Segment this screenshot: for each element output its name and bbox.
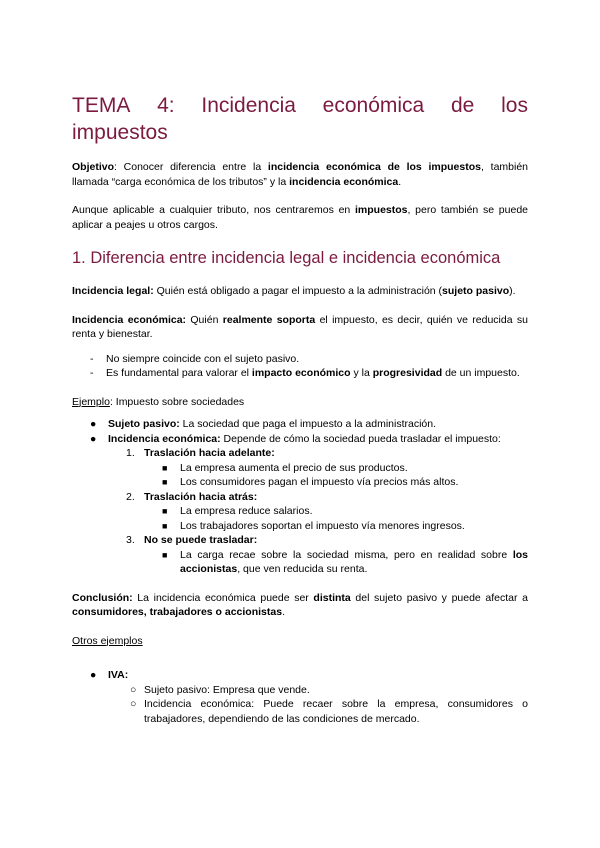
disc-bullet-icon: ●	[90, 432, 97, 445]
list-item: ○ Incidencia económica: Puede recaer sobre la empresa, consumidores o trabajadores, dependiendo de las condiciones de mercado.	[130, 698, 528, 725]
list-item: ■ Los consumidores pagan el impuesto vía precios más altos.	[162, 476, 459, 488]
sub-list	[108, 683, 528, 727]
disc-bullet-icon: ●	[90, 669, 97, 681]
otros-bullet-list	[72, 668, 528, 726]
square-bullet-icon: ■	[162, 477, 168, 487]
list-item: 2. Traslación hacia atrás: ■ La empresa reduce salarios. ■ Los trabajadores soportan el impuesto vía menores ingresos.	[72, 490, 528, 534]
document-page	[72, 92, 528, 740]
square-bullet-icon: ■	[162, 462, 168, 473]
incidencia-legal-paragraph: Incidencia legal: Quién está obligado a pagar el impuesto a la administración (sujeto pasivo).	[72, 285, 516, 297]
sub-list	[144, 548, 528, 577]
square-bullet-icon: ■	[162, 520, 168, 531]
sub-list	[144, 461, 528, 490]
circle-bullet-icon: ○	[130, 698, 137, 710]
list-item: - Es fundamental para valorar el impacto económico y la progresividad de un impuesto.	[72, 366, 528, 381]
list-item: ■ Los trabajadores soportan el impuesto vía menores ingresos.	[162, 519, 465, 532]
aunque-paragraph: Aunque aplicable a cualquier tributo, nos centraremos en impuestos, pero también se puede aplicar a peajes u otros cargos.	[72, 204, 529, 231]
sub-list	[144, 504, 528, 533]
page-title	[72, 92, 528, 146]
list-item: 3. No se puede trasladar: ■ La carga recae sobre la sociedad misma, pero en realidad sobre los accionistas, que ven reducida su renta.	[126, 534, 528, 575]
list-item: ■ La empresa reduce salarios.	[162, 505, 313, 517]
title-line-1: TEMA 4: Incidencia económica de los	[72, 94, 528, 117]
ejemplo-line: Ejemplo: Impuesto sobre sociedades	[72, 395, 245, 408]
list-item: ● Incidencia económica: Depende de cómo la sociedad pueda trasladar el impuesto: 1. Traslación hacia adelante: ■ La empresa aumenta el precio de sus productos. ■ Los consumidores pagan el impuesto vía precios más altos. 2. Traslación hacia atrás: ■ La empresa reduce salarios. ■ Los trabajadores soportan el impuesto vía menores ingresos. 3. No se puede trasladar: ■ La carga recae sobre la sociedad misma, pero en realidad sobre los accionistas, que ven reducida su renta.	[72, 432, 528, 577]
list-item: ● IVA: ○ Sujeto pasivo: Empresa que vende. ○ Incidencia económica: Puede recaer sobre la empresa, consumidores o trabajadores, dependiendo de las condiciones de mercado.	[90, 669, 528, 725]
disc-bullet-icon: ●	[90, 418, 97, 430]
objetivo-paragraph: Objetivo: Conocer diferencia entre la incidencia económica de los impuestos, también llamada “carga económica de los tributos” y la incidencia económica.	[72, 161, 529, 188]
title-line-2: impuestos	[72, 121, 168, 144]
conclusion-paragraph: Conclusión: La incidencia económica puede ser distinta del sujeto pasivo y puede afectar a consumidores, trabajadores o accionistas.	[72, 591, 528, 618]
incidencia-economica-paragraph: Incidencia económica: Quién realmente soporta el impuesto, es decir, quién ve reducida su renta y bienestar.	[72, 313, 529, 340]
list-item: ○ Sujeto pasivo: Empresa que vende.	[130, 683, 310, 696]
list-item: ■ La carga recae sobre la sociedad misma, pero en realidad sobre los accionistas, que ven reducida su renta.	[162, 548, 528, 575]
section-1-heading: 1. Diferencia entre incidencia legal e incidencia económica	[72, 249, 501, 267]
square-bullet-icon: ■	[162, 549, 168, 560]
list-item: - No siempre coincide con el sujeto pasivo.	[72, 352, 528, 367]
list-item: ■ La empresa aumenta el precio de sus productos.	[162, 461, 408, 474]
otros-ejemplos-heading: Otros ejemplos	[72, 634, 143, 647]
ejemplo-bullet-list	[72, 417, 528, 577]
list-item: ● Sujeto pasivo: La sociedad que paga el impuesto a la administración.	[90, 418, 437, 430]
square-bullet-icon: ■	[162, 506, 168, 516]
dash-list	[72, 352, 528, 381]
traslacion-numbered-list	[72, 446, 528, 577]
circle-bullet-icon: ○	[130, 683, 137, 696]
list-item: 1. Traslación hacia adelante: ■ La empresa aumenta el precio de sus productos. ■ Los consumidores pagan el impuesto vía precios más altos.	[72, 446, 528, 490]
